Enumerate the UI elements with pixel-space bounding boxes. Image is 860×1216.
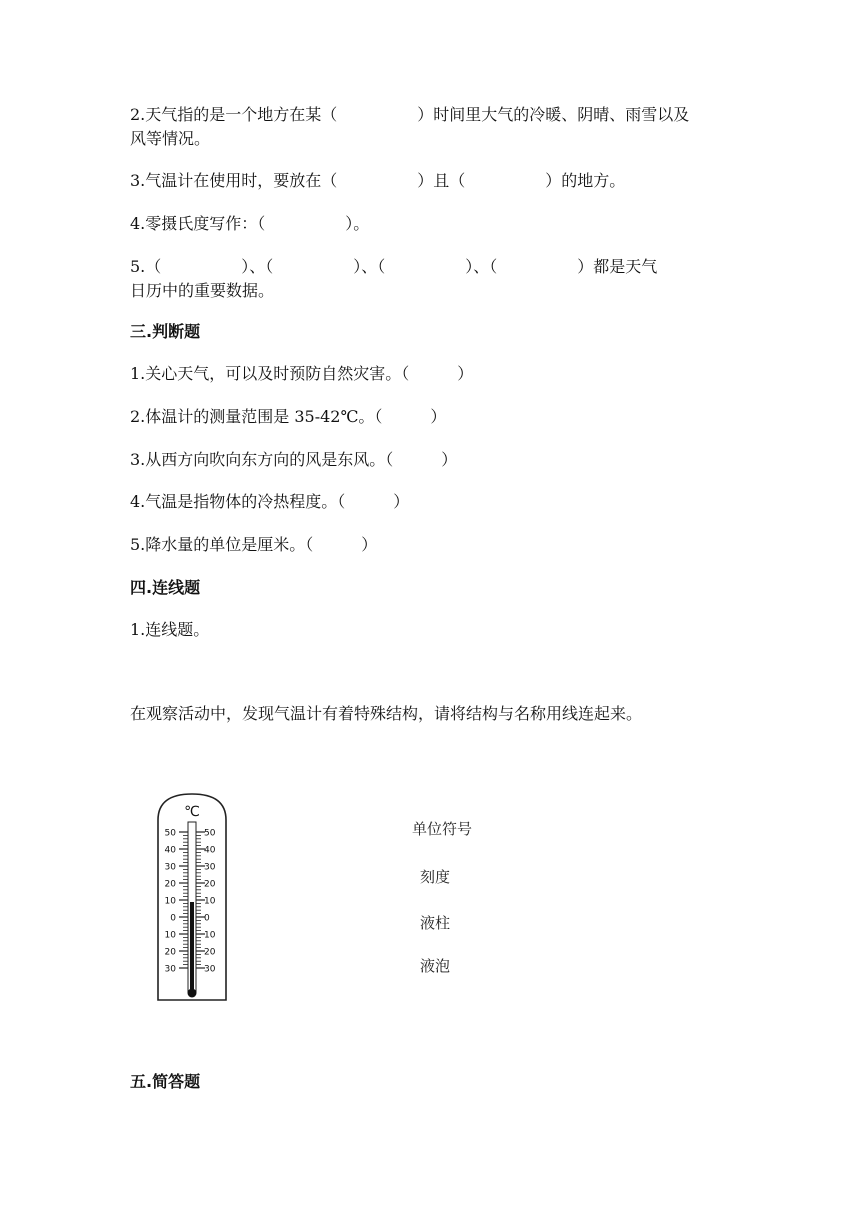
section-heading-short-answer: 五.简答题 — [130, 1072, 201, 1091]
scale-label-right: 10 — [204, 896, 216, 907]
section-heading-match: 四.连线题 — [130, 578, 201, 597]
scale-labels-right — [204, 829, 216, 975]
judge-item-2: 2.体温计的测量范围是 35-42℃。（ ） — [130, 407, 447, 426]
liquid-bulb — [188, 989, 197, 998]
scale-label-right: 20 — [204, 947, 216, 958]
question-5-line1: 5.（ ）、（ ）、（ ）、（ ）都是天气 — [130, 257, 658, 276]
scale-label-left: 10 — [164, 930, 176, 941]
judge-item-5: 5.降水量的单位是厘米。（ ） — [130, 535, 378, 554]
scale-label-right: 10 — [204, 930, 216, 941]
scale-labels-left — [165, 829, 177, 975]
scale-label-left: 0 — [170, 913, 176, 924]
scale-label-left: 20 — [164, 947, 176, 958]
unit-symbol: ℃ — [184, 804, 200, 820]
name-scale: 刻度 — [420, 868, 451, 886]
scale-label-right: 0 — [204, 913, 210, 924]
question-3: 3.气温计在使用时，要放在（ ）且（ ）的地方。 — [130, 171, 626, 190]
scale-label-right: 30 — [204, 964, 216, 975]
scale-label-left: 30 — [164, 964, 176, 975]
scale-label-right: 40 — [204, 845, 216, 856]
scale-label-right: 20 — [204, 879, 216, 890]
scale-label-left: 10 — [164, 896, 176, 907]
scale-label-right: 30 — [204, 862, 216, 873]
name-unit-symbol: 单位符号 — [412, 820, 473, 838]
judge-item-1: 1.关心天气，可以及时预防自然灾害。（ ） — [130, 364, 474, 383]
scale-label-left: 20 — [164, 879, 176, 890]
match-question-1: 1.连线题。 — [130, 620, 210, 639]
scale-label-left: 30 — [164, 862, 176, 873]
scale-label-left: 50 — [164, 828, 176, 839]
judge-item-3: 3.从西方向吹向东方向的风是东风。（ ） — [130, 450, 458, 469]
question-5-line2: 日历中的重要数据。 — [130, 281, 275, 300]
scale-label-right: 50 — [204, 828, 216, 839]
liquid-column — [190, 902, 194, 990]
question-2-line1: 2.天气指的是一个地方在某（ ）时间里大气的冷暖、阴晴、雨雪以及 — [130, 105, 690, 124]
question-2-line2: 风等情况。 — [130, 129, 211, 148]
section-heading-judge: 三.判断题 — [130, 322, 201, 341]
judge-item-4: 4.气温是指物体的冷热程度。（ ） — [130, 492, 410, 511]
scale-label-left: 40 — [164, 845, 176, 856]
thermometer-figure — [156, 792, 228, 1002]
name-liquid-column: 液柱 — [420, 914, 451, 932]
match-instruction: 在观察活动中，发现气温计有着特殊结构，请将结构与名称用线连起来。 — [130, 704, 643, 723]
name-liquid-bulb: 液泡 — [420, 957, 451, 975]
question-4: 4.零摄氏度写作：（ ）。 — [130, 214, 370, 233]
